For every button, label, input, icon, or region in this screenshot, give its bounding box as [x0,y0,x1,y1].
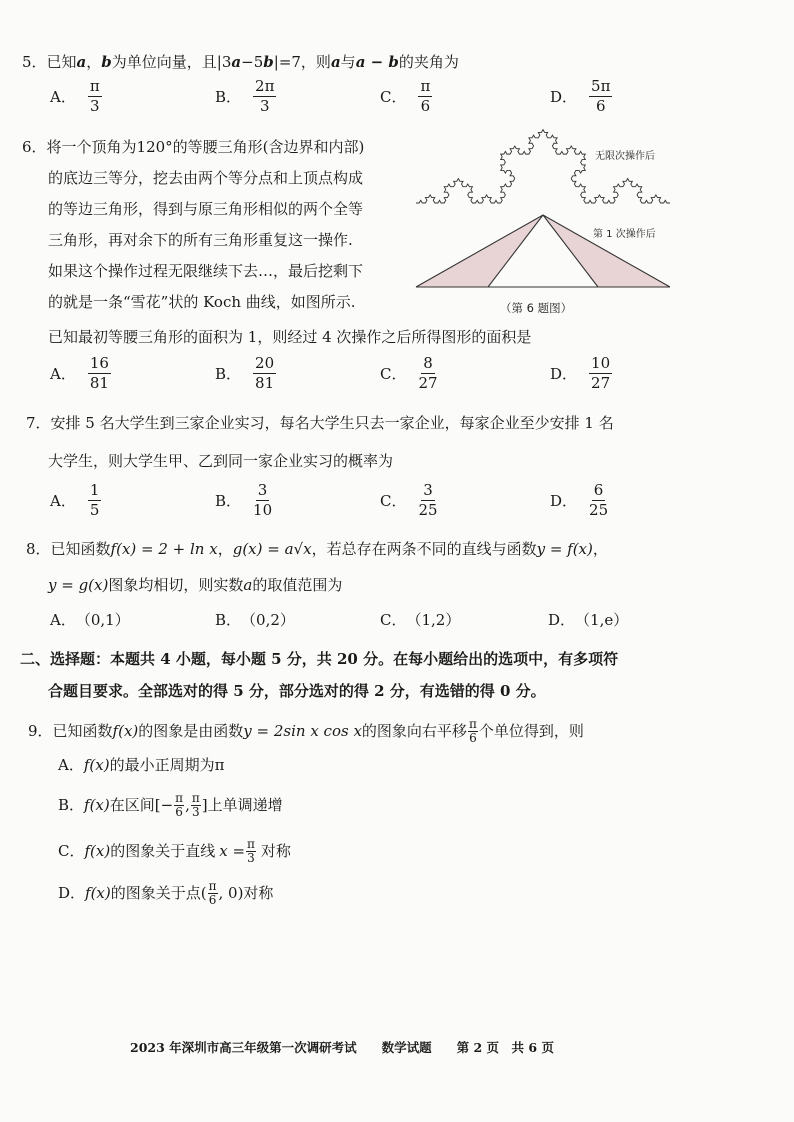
fraction: $\frac{\pi}{6}$ [420,77,431,116]
q7-line-1: 7．安排 5 名大学生到三家企业实习，每名大学生只去一家企业，每家企业至少安排 1 名 [26,414,614,432]
fraction: $\frac{20}{81}$ [255,354,275,393]
fraction: $\frac{3}{10}$ [253,481,273,520]
section2-line-1: 二、选择题：本题共 4 小题，每小题 5 分，共 20 分。在每小题给出的选项中，有多项符 [20,650,619,668]
q6-line-7: 已知最初等腰三角形的面积为 1，则经过 4 次操作之后所得图形的面积是 [48,328,532,346]
koch-figure [412,125,674,320]
q7-option-b: B． $\frac{3}{10}$ [215,481,273,520]
label-infinite: 无限次操作后 [595,151,655,162]
q9-option-a: A．f(x)的最小正周期为π [58,756,225,774]
fraction: $\frac{6}{25}$ [589,481,609,520]
koch-curve [416,130,670,203]
page-footer: 2023 年深圳市高三年级第一次调研考试 数学试题 第 2 页 共 6 页 [130,1040,554,1055]
q6-line-6: 的就是一条“雪花”状的 Koch 曲线，如图所示. [48,293,356,311]
label-first: 第 1 次操作后 [593,229,656,240]
fraction: π 6 [208,879,217,907]
fraction: $\frac{\pi}{3}$ [89,77,100,116]
fraction: π 6 [468,717,477,745]
q9-option-b: B． f(x) 在区间[− $\frac{\pi}{6}$ , π 3 ]上单调递增 [58,791,283,819]
q8-option-b: B． （0,2） [215,611,295,629]
fraction: $\frac{16}{81}$ [89,354,109,393]
q8-option-c: C． （1,2） [380,611,461,629]
q7-option-c: C． $\frac{3}{25}$ [380,481,438,520]
q5-stem: 5．已知a，b为单位向量，且|3a−5b|=7，则a与a − b的夹角为 [22,53,459,71]
fraction: $\frac{3}{25}$ [418,481,438,520]
q6-line-2: 的底边三等分，挖去由两个等分点和上顶点构成 [48,169,364,187]
q9-option-d: D． f(x) 的图象关于点( π 6 , 0)对称 [58,879,274,907]
q6-line-3: 的等边三角形，得到与原三角形相似的两个全等 [48,200,364,218]
q8-line-1: 8．已知函数f(x) = 2 + ln x，g(x) = a√x，若总存在两条不同的直线与函数y = f(x)， [26,540,608,558]
first-operation-triangle [416,215,670,287]
fraction: $\frac{\pi}{6}$ [175,791,184,819]
q6-line-5: 如果这个操作过程无限继续下去…，最后挖剩下 [48,262,364,280]
q5-option-a: A． $\frac{\pi}{3}$ [50,77,100,116]
q6-line-1: 6．将一个顶角为120°的等腰三角形(含边界和内部) [22,138,365,156]
q7-option-d: D． $\frac{6}{25}$ [550,481,609,520]
q8-option-a: A． （0,1） [50,611,130,629]
q5-option-b: B． $\frac{2\pi}{3}$ [215,77,275,116]
fraction: $\frac{8}{27}$ [418,354,438,393]
q5-option-d: D． $\frac{5\pi}{6}$ [550,77,611,116]
fraction: π 3 [191,791,200,819]
fraction: $\frac{1}{5}$ [89,481,100,520]
q8-line-2: y = g(x)图象均相切，则实数a的取值范围为 [48,576,343,594]
q7-option-a: A． $\frac{1}{5}$ [50,481,100,520]
figure-caption: （第 6 题图） [500,301,573,315]
fraction: $\frac{\pi}{3}$ [247,837,255,865]
section2-line-2: 合题目要求。全部选对的得 5 分，部分选对的得 2 分，有选错的得 0 分。 [48,682,546,700]
fraction: $\frac{10}{27}$ [591,354,611,393]
q6-line-4: 三角形，再对余下的所有三角形重复这一操作. [48,231,353,249]
q6-option-c: C． $\frac{8}{27}$ [380,354,438,393]
q6-option-b: B． $\frac{20}{81}$ [215,354,275,393]
q9-stem: 9．已知函数 f(x) 的图象是由函数 y = 2sin x cos x 的图象向右平移 π 6 个单位得到，则 [28,717,584,745]
fraction: $\frac{2\pi}{3}$ [255,77,275,116]
q5-option-c: C． $\frac{\pi}{6}$ [380,77,431,116]
q6-option-d: D． $\frac{10}{27}$ [550,354,611,393]
q9-option-c: C． f(x) 的图象关于直线 x = $\frac{\pi}{3}$ 对称 [58,837,291,865]
fraction: $\frac{5\pi}{6}$ [591,77,611,116]
q6-option-a: A． $\frac{16}{81}$ [50,354,109,393]
q8-option-d: D． （1,e） [548,611,629,629]
q7-line-2: 大学生，则大学生甲、乙到同一家企业实习的概率为 [48,452,394,470]
